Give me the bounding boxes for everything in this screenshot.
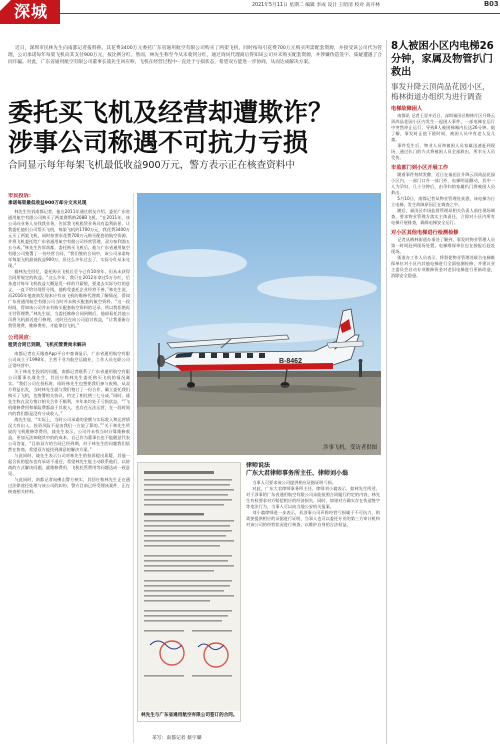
right-section-3: 对小区其他电梯进行检测检修 bbox=[391, 230, 459, 236]
right-deck: 事发升降云顶尚品花园小区，梅林街道办组织为进行调查 bbox=[391, 82, 490, 101]
paragraph: 5月10日，南都记者从物业管理处获悉，该电梯为日立电梯，发生故障原因正在调查之中。 bbox=[391, 196, 495, 207]
left-subhead-1: 承诺每架最低收益900万却分文未兑现 bbox=[8, 201, 87, 206]
left-heading-2: 公司回应： bbox=[8, 335, 34, 341]
section-name: 深城 bbox=[14, 2, 49, 21]
masthead-rule bbox=[60, 13, 500, 14]
paragraph: 南都讯 记者王翌卉近日，深圳福田区梅林片区升降云顶尚品花园小区内发生一起困人事件，一部电梯在运行中突然停止运行，导致8人被困梯厢内长达26分钟。据了解，事发时正值下班时间，被困人员中有老人及儿童。 bbox=[391, 113, 495, 142]
lawyer-subhead: 广东大君律师事务所主任、律师刘小翁 bbox=[246, 470, 349, 477]
paragraph: 记者从梅林街道办事处了解到，事发时物业管理人员第一时间赶到现场处置，电梯维保单位也在接报后赶赴现场。 bbox=[391, 237, 495, 254]
paragraph: 与此同时，南都记者向佛山警方核实，其回应称林先生正在通过法律途径处理与该公司的纠纷，警方目前已经受理该案件，正在核查相关材料。 bbox=[8, 477, 130, 494]
paragraph: 随着事件持续发酵，近日在福田区升降云顶尚品花园小区内，一部门口升一部门外，电梯明显颤动，其中一人为孕妇，几十分钟后，由孕妇的家属扒门将被困人员救出。 bbox=[391, 172, 495, 195]
paragraph: 战先生说，“实际上，当时公司承诺的金额与实际收入和运营情况大有出入，投资风险不是由我们一方说了算的。””关于林先生所说的飞机维修等费用，战先生表示，公司并未找当时计算维修收益，更加无法知晓其中的的成本，自己作为董事长也不能随意代表公司答复，“目前双方的合同已经到期，对于林先生的问题我们依然在协商，希望双方能找到满意的解决方案。” bbox=[8, 417, 130, 452]
photo-caption: 涉事飞机。受访者供图 bbox=[323, 445, 377, 451]
masthead bbox=[0, 0, 500, 24]
page-number: B03 bbox=[484, 0, 499, 8]
paragraph: 对此，广东大君律师事务所主任、律师刘小翁表示，如林先生所述，对于涉事的广东省通用航空有限公司未能按照合同履行约定的内容，林先生有权要求对方赔偿相应的经济损失。同时，如果对方确实存在伪造签字等违法行为，当事人可以向当地公安机关报案。 bbox=[246, 486, 380, 509]
headline bbox=[8, 98, 382, 173]
column-rule bbox=[386, 40, 387, 744]
paragraph: 林先生告诉南都记者，他在2011年通过朋友介绍，委托广东省通用航空有限公司购买了两架赛斯纳208B飞机。“在2011年，该公司向业务人员找我业务，告诉我飞机租赁业务具有盈利前景，让我委托他们公司帮买飞机，每架飞机约1700万元，我花费3400万元买了两架飞机，同时按要求花费700万元购买配套的航空资源，并将飞机委托给广东省通用航空有限公司经营管理，双方按利润五五分成。”林先生告诉南都，委托购买飞机后，他与广东省通用航空有限公司签署了一份经营合同，“我们签的合同中，该公司承诺每年每架飞机最低收益900万，但这么多年过去了，实际分红从未兑现。” bbox=[8, 209, 130, 268]
svg-text:B-8462: B-8462 bbox=[279, 358, 302, 365]
intro-text: 近日，深圳市民林先生向南都记者报料称，其花费3400万元委托广东省通用航空有限公司购买了两架飞机，同时按每引花费700万元购买所需配套资源，并接受该公司代为管理，公司承诺每年每架飞机向其支付900万元，按比例分红。然而，林先生称至今从未收到分红，通过询问代理商后得知该公司并未购买配套资源，并涉嫌伪造签字、质疑遭遇了合同诈骗。对此，广东省通用航空有限公司董事长战先生回应称，飞机在经营过程中一直处于亏损状态，希望双方能进一步协商，从而达成解决方案。 bbox=[8, 46, 382, 66]
contract-caption bbox=[138, 711, 241, 721]
left-body-2 bbox=[8, 351, 130, 495]
headline-line-2: 涉事公司称遇不可抗力亏损 bbox=[8, 128, 309, 157]
right-body bbox=[391, 106, 495, 279]
left-column bbox=[8, 193, 130, 745]
contract-photo bbox=[137, 462, 241, 722]
byline: 采写：南都记者 蔡宇璐 bbox=[152, 736, 202, 741]
paragraph: 关于林先生投诉的问题，南都记者联系了广东省通用航空有限公司董事长战先生，其回应称林先生委托购买飞机的情况属实。“我们公司在投标时，刚好林先生也想要我们参与收购，从双方利益出发，当时林先生就与我们签订了一份合作，确立委托我们购买了飞机，也签署相关协议，约定了相比例三七分成。”同时，战先生称在双方签订相关合作不顺利，多年来均处于亏损状态，“”飞机维修费用和保险费都高于其收入，也存在无法运营，在一段时间内的我们都是没有分成收入。” bbox=[8, 369, 130, 416]
right-headline: 8人被困小区内电梯26分钟，家属及物管扒门救出 bbox=[391, 41, 494, 78]
paragraph: 南都记者在天眼查App平台中查询显示，广东省通用航空有限公司成立于1998年，主营于业为航空运输业，工作人员在职公司正常经营中。 bbox=[8, 351, 130, 368]
left-subhead-2: 租赁合同已到期，飞机托管费尚未解决 bbox=[8, 343, 87, 348]
left-heading-1: 市民投诉： bbox=[8, 193, 34, 199]
intro-paragraph bbox=[8, 45, 382, 67]
paragraph: 当事人可要求该公司提供相应证据证明亏损。 bbox=[252, 480, 337, 485]
right-section-1: 电梯故障困人 bbox=[391, 106, 423, 112]
paragraph: 刘小翁律师进一步表示，若涉事公司声称经营亏损属于不可抗力，则需要提供相应的证据进行证明，当事人也可以委托专业的第三方审计机构对该公司的经营状况进行核查，以维护自身的合法权益。 bbox=[246, 510, 380, 527]
paragraph: 街道办工作人员表示，将督促物业管理处联合电梯维保单位对小区内其他电梯进行全面检测检修，并建议业主委员会启动专项维修资金对老旧电梯进行更新改造，消除安全隐患。 bbox=[391, 255, 495, 278]
section-banner bbox=[0, 0, 60, 24]
banner-corner bbox=[0, 0, 11, 11]
left-body-1 bbox=[8, 209, 130, 329]
date-line: 2021年5月11日 星期二 编辑 李成 设计 王昭清 校对 高开林 bbox=[252, 3, 380, 8]
airplane-photo bbox=[137, 193, 381, 455]
contract-caption-text: 林先生与广东省通用航空有限公司签订的合同。 bbox=[141, 713, 238, 718]
right-section-2: 市监部门到小区开展工作 bbox=[391, 165, 449, 171]
headline-line-1: 委托买飞机及经营却遭欺诈？ bbox=[8, 98, 334, 127]
paragraph: 随后，福田区市场监督管理局相关负责人前往现场调查，要求物业管理方落实主体责任，立即对小区内所有电梯开展排查，确保电梯安全运行。 bbox=[391, 208, 495, 225]
paragraph: 事件发生后，物业人员和被困人员家属迅速赶到现场，通过扒门的方式将被困人员全部救出，所幸无人员受伤。 bbox=[391, 143, 495, 160]
airplane-photo-image bbox=[137, 193, 381, 455]
lawyer-commentary bbox=[246, 462, 380, 744]
lawyer-heading: 律师说法 bbox=[246, 462, 271, 469]
right-column bbox=[391, 40, 495, 746]
paragraph: 据林先生回忆，委托购买飞机后至今已有10余年，但从未获得合同所规定的收益。“这么多年，我只在2012年拿过5万分红，后来追讨每年飞机收益大概是发一样的月薪般，要追去实际分红的意义，一直不给付现管分钱，他称受委托企业经营不善，”林先生说，而2016年他查询发现本应有该飞机的维修代理商了解情况，得知广东省通用航空有限公司当时并未购买配套的航空资料。“这一段时间，得知该公司并未有购买配套航空资料的记录，所以我拒绝再支付管理费。”林先生说，当委托维修合同到期后，他却看托其他公司将飞机最近进行修理，这时还在向公司追讨收益，“让我重新自我管理费，维修费用，才能拿回飞机。” bbox=[8, 269, 130, 328]
contract-document-image bbox=[138, 463, 241, 722]
column-rule bbox=[133, 193, 134, 743]
paragraph: 与此同时，战先生表示公司对林先生的投诉提出质疑，其他一起合伙的股东也有承诺不退还，希望林先生能主动联系他们，以协商的方式解决问题。就维修费用、飞机托管费用等问题达成一致意见。 bbox=[8, 453, 130, 476]
headline-deck: 合同显示每年每架飞机最低收益900万元，警方表示正在核查资料中 bbox=[8, 160, 295, 171]
